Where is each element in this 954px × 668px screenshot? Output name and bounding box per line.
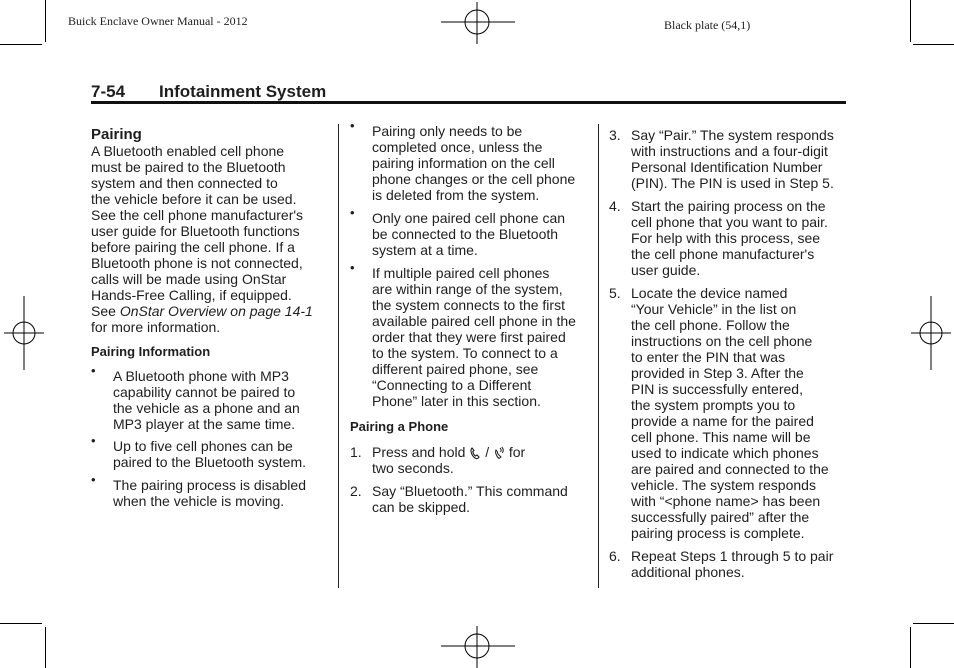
bullet-icon: •: [91, 433, 96, 448]
see-reference-line: [91, 303, 331, 319]
see-prefix: See: [91, 303, 120, 319]
pairing-a-phone-heading: Pairing a Phone: [350, 419, 449, 434]
step-item: [609, 548, 849, 580]
list-item: [91, 433, 331, 470]
page-number: 7-54: [91, 82, 126, 101]
text-line: order that they were first paired: [372, 329, 566, 345]
text-line: Up to five cell phones can be: [113, 438, 293, 454]
text-line: the vehicle before it can be used.: [91, 191, 297, 207]
text-line: user guide for Bluetooth functions: [91, 223, 300, 239]
text-line: If multiple paired cell phones: [372, 265, 550, 281]
pairing-info-list: [91, 363, 331, 509]
text-line: before pairing the cell phone. If a: [91, 239, 295, 255]
list-item: [350, 118, 592, 203]
page-title-row: [91, 82, 846, 100]
registration-mark-right: [911, 296, 951, 370]
text-line: provide a name for the paired: [631, 413, 814, 429]
text-line: Repeat Steps 1 through 5 to pair: [631, 548, 834, 564]
text-line: used to indicate which phones: [631, 445, 819, 461]
step-number: 4.: [609, 198, 621, 214]
text-line: Bluetooth phone is not connected,: [91, 255, 303, 271]
bullet-icon: •: [91, 472, 96, 487]
text-line: the system prompts you to: [631, 397, 796, 413]
step-1-text-end: for: [508, 444, 526, 460]
list-item: [350, 260, 592, 409]
text-line: Only one paired cell phone can: [372, 210, 566, 226]
text-line: (PIN). The PIN is used in Step 5.: [631, 175, 834, 191]
phone-icon: [469, 446, 481, 460]
onstar-overview-link[interactable]: OnStar Overview on page 14-1: [119, 303, 313, 319]
text-line: Phone” later in this section.: [372, 393, 541, 409]
text-line: See the cell phone manufacturer's: [91, 207, 304, 223]
text-line: For help with this process, see: [631, 230, 821, 246]
step-number: 2.: [350, 483, 362, 500]
text-line: must be paired to the Bluetooth: [91, 159, 286, 175]
text-line: to enter the PIN that was: [631, 349, 786, 365]
text-line: is deleted from the system.: [372, 187, 540, 203]
text-line: when the vehicle is moving.: [113, 493, 285, 509]
bullet-icon: •: [350, 260, 355, 275]
text-line: additional phones.: [631, 564, 745, 580]
text-line: completed once, unless the: [372, 139, 543, 155]
pairing-intro: [91, 143, 331, 335]
text-line: provided in Step 3. After the: [631, 365, 804, 381]
pairing-heading: Pairing: [91, 126, 142, 143]
list-item: [91, 472, 331, 509]
step-1-line: [372, 444, 592, 460]
text-line: cell phone that you want to pair.: [631, 214, 828, 230]
text-line: “Your Vehicle” in the list on: [631, 301, 797, 317]
step-1-text: Press and hold: [372, 444, 466, 460]
title-rule: [91, 101, 846, 104]
text-line: successfully paired” after the: [631, 509, 810, 525]
text-line: the system connects to the first: [372, 297, 565, 313]
step-1-separator: /: [485, 444, 490, 460]
text-line: pairing information on the cell: [372, 155, 555, 171]
bullet-icon: •: [350, 205, 355, 220]
text-line: MP3 player at the same time.: [113, 416, 296, 432]
step-item: [350, 483, 592, 515]
text-line: with instructions and a four-digit: [631, 143, 828, 159]
text-line: Personal Identification Number: [631, 159, 823, 175]
text-line: different paired phone, see: [372, 361, 539, 377]
step-item: [609, 285, 849, 541]
text-line: PIN is successfully entered,: [631, 381, 803, 397]
text-line: system at a time.: [372, 242, 478, 258]
text-line: are paired and connected to the: [631, 461, 829, 477]
text-line: vehicle. The system responds: [631, 477, 816, 493]
step-number: 5.: [609, 285, 621, 301]
header-right: Black plate (54,1): [664, 18, 751, 32]
text-line: with “<phone name> has been: [631, 493, 821, 509]
text-line: Say “Bluetooth.” This command: [372, 483, 568, 500]
bullet-icon: •: [350, 118, 355, 133]
text-line: Hands-Free Calling, if equipped.: [91, 287, 292, 303]
text-line: Locate the device named: [631, 285, 788, 301]
text-line: A Bluetooth phone with MP3: [113, 368, 289, 384]
text-line: The pairing process is disabled: [113, 477, 306, 493]
column-1: [91, 127, 331, 509]
bullet-icon: •: [91, 363, 96, 378]
pairing-information-heading: Pairing Information: [91, 344, 211, 359]
text-line: pairing process is complete.: [631, 525, 805, 541]
step-number: 1.: [350, 444, 362, 460]
text-line: the cell phone manufacturer's: [631, 246, 815, 262]
text-line: system and then connected to: [91, 175, 278, 191]
text-line: Start the pairing process on the: [631, 198, 826, 214]
text-line: “Connecting to a Different: [372, 377, 532, 393]
registration-mark-top: [441, 2, 515, 44]
text-line: Say “Pair.” The system responds: [631, 127, 834, 143]
registration-mark-bottom: [441, 626, 515, 668]
step-item: [609, 198, 849, 278]
text-line: user guide.: [631, 262, 701, 278]
column-2: [350, 118, 592, 516]
voice-recognition-icon: [493, 446, 505, 460]
step-item: [350, 444, 592, 476]
step-item: [609, 127, 849, 191]
section-title: Infotainment System: [159, 82, 327, 101]
text-line: instructions on the cell phone: [631, 333, 813, 349]
column-3: [609, 127, 849, 580]
text-line: A Bluetooth enabled cell phone: [91, 143, 285, 159]
text-line: available paired cell phone in the: [372, 313, 576, 329]
step-number: 6.: [609, 548, 621, 564]
text-line: be connected to the Bluetooth: [372, 226, 559, 242]
text-line: can be skipped.: [372, 499, 471, 516]
header-left: Buick Enclave Owner Manual - 2012: [68, 14, 248, 28]
list-item: [91, 363, 331, 432]
text-line: capability cannot be paired to: [113, 384, 296, 400]
text-line: are within range of the system,: [372, 281, 563, 297]
text-line: two seconds.: [372, 460, 454, 477]
text-line: phone changes or the cell phone: [372, 171, 576, 187]
step-number: 3.: [609, 127, 621, 143]
registration-mark-left: [4, 296, 44, 370]
text-line: paired to the Bluetooth system.: [113, 454, 306, 470]
column-divider-2: [598, 124, 599, 588]
list-item: [350, 205, 592, 258]
text-line: Pairing only needs to be: [372, 123, 523, 139]
text-line: for more information.: [91, 319, 221, 335]
column-divider-1: [338, 124, 339, 588]
text-line: calls will be made using OnStar: [91, 271, 287, 287]
text-line: the vehicle as a phone and an: [113, 400, 300, 416]
text-line: cell phone. This name will be: [631, 429, 811, 445]
text-line: to the system. To connect to a: [372, 345, 558, 361]
text-line: the cell phone. Follow the: [631, 317, 790, 333]
